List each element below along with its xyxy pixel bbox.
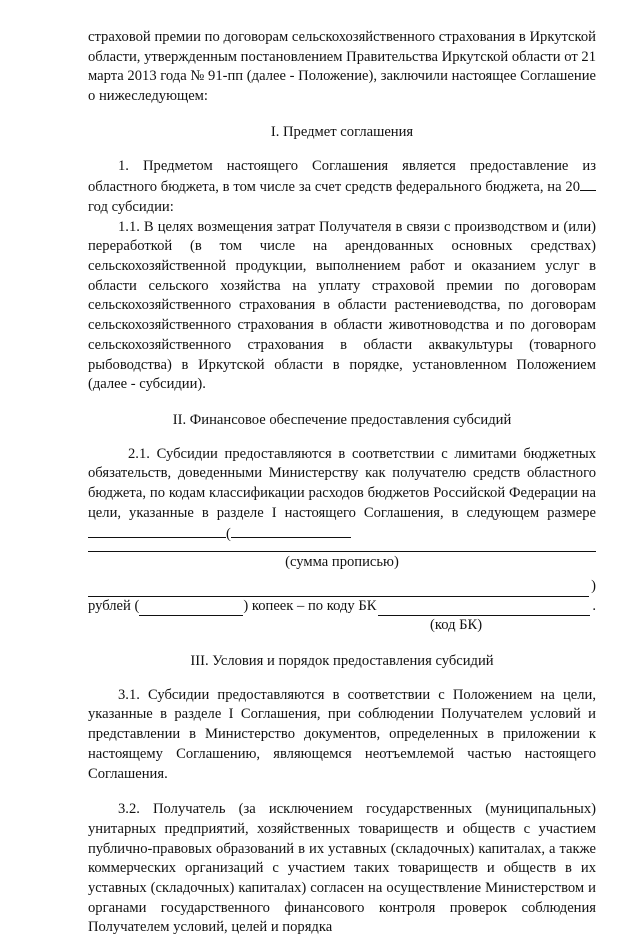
year-blank — [580, 176, 596, 191]
close-paren: ) — [591, 577, 596, 594]
rubles-label: рублей ( — [88, 597, 140, 614]
clause-2-1-text: 2.1. Субсидии предоставляются в соответствии с лимитами бюджетных обязательств, доведенными Министерству как получателю средств областного бюджета, по кодам классификации расходов бюджетов Российской Федерации на цели, указанные в разделе I настоящего Соглашения, в следующем размере — [88, 445, 596, 521]
amount-words-line — [88, 551, 596, 552]
clause-1-paragraph — [88, 157, 596, 218]
amount-caption: (сумма прописью) — [285, 554, 399, 571]
section-1-heading: I. Предмет соглашения — [270, 123, 414, 140]
clause-1-text: 1. Предметом настоящего Соглашения является предоставление из областного бюджета, в том числе за счет средств федерального бюджета, на 20 — [88, 157, 596, 196]
clause-1-1-paragraph: 1.1. В целях возмещения затрат Получателя в связи с производством и (или) переработкой (в том числе на арендованных основных средствах) сельскохозяйственной продукции, выполнением работ и оказанием услуг в области сельского хозяйства на уплату страховой премии по договорам сельскохозяйственного страхования в области растениеводства, по договорам сельскохозяйственного страхования в области животноводства и по договорам сельскохозяйственного страхования в области аквакультуры (товарного рыбоводства) в Иркутской области в порядке, установленном Положением (далее - субсидии). — [88, 218, 596, 393]
intro-paragraph: страховой премии по договорам сельскохозяйственного страхования в Иркутской области, утвержденным постановлением Правительства Иркутской области от 21 марта 2013 года № 91-пп (далее - Положение), заключили настоящее Соглашение о нижеследующем: — [88, 29, 596, 105]
kopeks-blank — [139, 601, 243, 616]
amount-blank-start — [231, 523, 351, 538]
document-page — [88, 28, 596, 938]
bk-code-blank — [378, 601, 590, 616]
clause-3-1-paragraph: 3.1. Субсидии предоставляются в соответствии с Положением на цели, указанные в разделе I Соглашения, при соблюдении Получателем условий и представлении в Министерство документов, определенных в приложении к настоящему Соглашению, являющемся неотъемлемой частью настоящего Соглашения. — [88, 686, 596, 782]
rubles-row — [88, 597, 596, 617]
period: . — [592, 597, 596, 614]
clause-3-2-paragraph: 3.2. Получатель (за исключением государственных (муниципальных) унитарных предприятий, хозяйственных товариществ и обществ с участием публично-правовых образований в их уставных (складочных) капиталах, а также коммерческих организаций с участием таких товариществ и обществ в их уставных (складочных) капиталах) согласен на осуществление Министерством и органами государственного финансового контроля проверок соблюдения Получателем условий, целей и порядка — [88, 801, 596, 936]
amount-continuation-line — [88, 582, 589, 597]
section-2-heading: II. Финансовое обеспечение предоставления субсидий — [172, 411, 512, 428]
clause-2-1-paragraph — [88, 445, 596, 546]
bk-caption: (код БК) — [430, 617, 483, 634]
amount-continuation-row — [88, 577, 596, 597]
open-paren: ( — [226, 526, 231, 543]
section-3-heading: III. Условия и порядок предоставления субсидий — [190, 652, 494, 669]
amount-number-blank — [88, 523, 226, 538]
kopeks-label: ) копеек – по коду БК — [243, 597, 377, 614]
clause-1-tail: год субсидии: — [88, 198, 174, 215]
